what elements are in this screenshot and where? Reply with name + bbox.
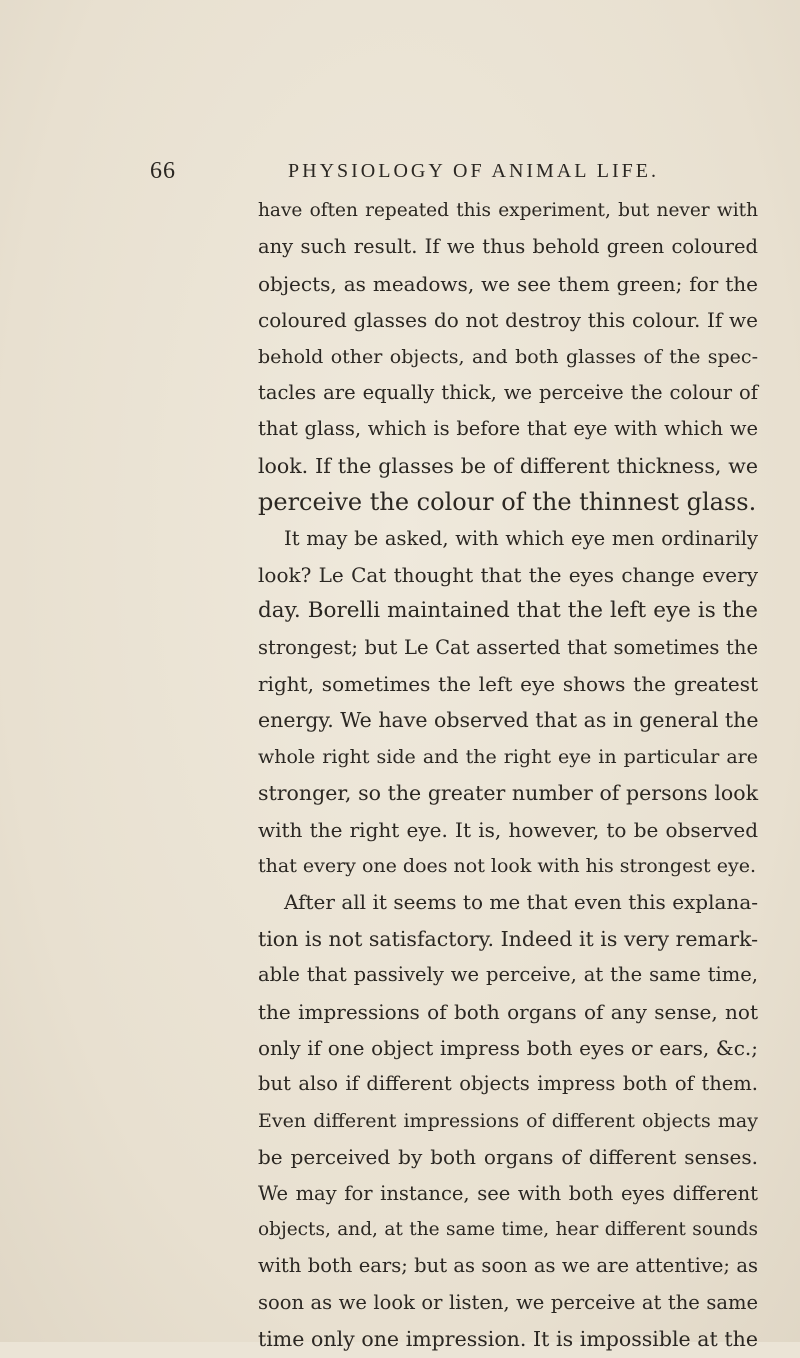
text-line: be perceived by both organs of different senses. <box>258 1145 758 1170</box>
text-line: tion is not satisfactory. Indeed it is very remark- <box>258 926 758 951</box>
text-line: look. If the glasses be of different thickness, we <box>258 453 758 478</box>
text-line: that every one does not look with his strongest eye. <box>258 855 756 878</box>
text-line: but also if different objects impress both of them. <box>258 1072 758 1096</box>
text-line: day. Borelli maintained that the left eye is the <box>258 598 758 624</box>
body-text <box>258 193 758 1358</box>
text-line: soon as we look or listen, we perceive at the same <box>258 1290 758 1314</box>
text-line: with both ears; but as soon as we are attentive; as <box>258 1254 758 1278</box>
text-line: right, sometimes the left eye shows the greatest <box>258 672 758 697</box>
text-line: have often repeated this experiment, but never with <box>258 200 758 221</box>
text-line: After all it seems to me that even this explana- <box>284 890 758 915</box>
text-line: with the right eye. It is, however, to be observed <box>258 817 758 842</box>
text-line: energy. We have observed that as in general the <box>258 708 759 733</box>
text-line: that glass, which is before that eye with which we <box>258 417 758 441</box>
text-line: only if one object impress both eyes or ears, &c.; <box>258 1035 758 1060</box>
text-line: coloured glasses do not destroy this colour. If we <box>258 308 758 333</box>
text-line: tacles are equally thick, we perceive the colour of <box>258 380 758 404</box>
text-line: Even different impressions of different objects may <box>258 1109 758 1132</box>
text-line: the impressions of both organs of any sense, not <box>258 999 758 1024</box>
text-line: We may for instance, see with both eyes different <box>258 1181 758 1205</box>
text-line: look? Le Cat thought that the eyes change every <box>258 562 758 587</box>
text-line: objects, as meadows, we see them green; for the <box>258 271 758 296</box>
text-line: It may be asked, with which eye men ordinarily <box>284 526 758 550</box>
running-title: PHYSIOLOGY OF ANIMAL LIFE. <box>288 160 659 182</box>
text-line: perceive the colour of the thinnest glass. <box>258 488 757 517</box>
text-line: stronger, so the greater number of persons look <box>258 781 758 806</box>
text-line: whole right side and the right eye in particular are <box>258 745 758 768</box>
running-head <box>150 158 790 188</box>
page-number: 66 <box>150 158 176 184</box>
text-line: behold other objects, and both glasses of the spec- <box>258 345 758 368</box>
text-line: any such result. If we thus behold green coloured <box>258 235 758 259</box>
text-line: able that passively we perceive, at the same time, <box>258 963 758 987</box>
text-line: strongest; but Le Cat asserted that sometimes the <box>258 635 758 659</box>
text-line: objects, and, at the same time, hear different sounds <box>258 1218 758 1240</box>
text-line: time only one impression. It is impossible at the <box>258 1327 758 1352</box>
